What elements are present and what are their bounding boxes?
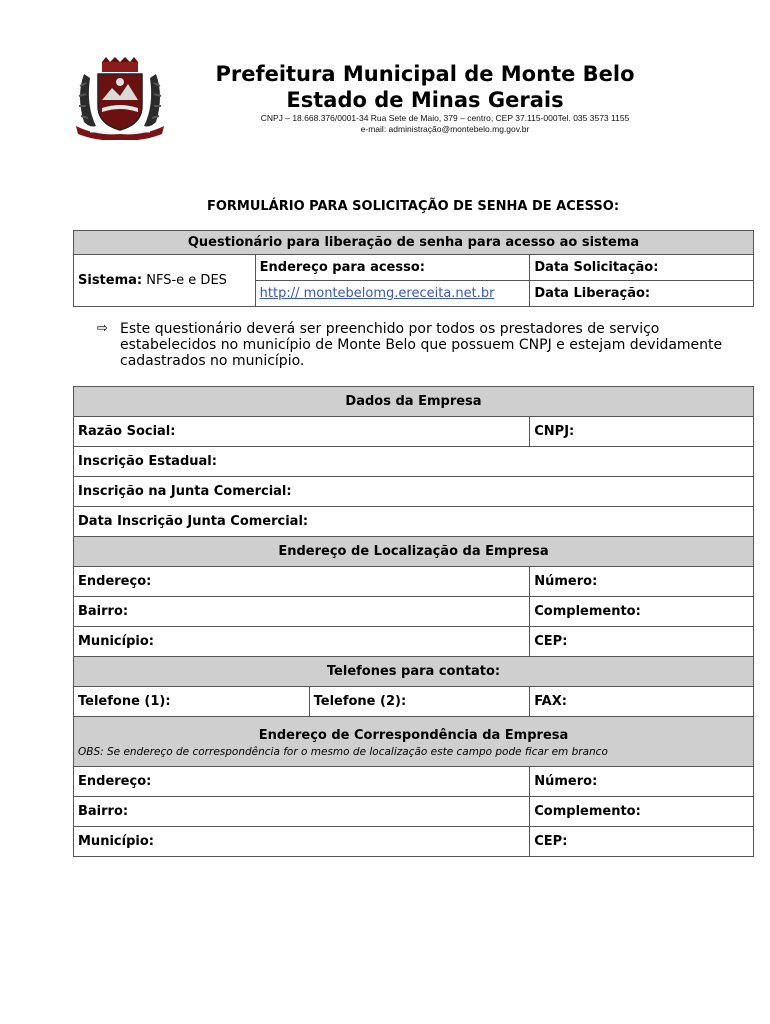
correspondence-heading: Endereço de Correspondência da Empresa [258,727,569,743]
form-title: FORMULÁRIO PARA SOLICITAÇÃO DE SENHA DE ACESSO: [206,199,620,214]
correspondence-municipio-field[interactable]: Município: [74,827,530,857]
header-cnpj-address: CNPJ – 18.668.376/0001-34 Rua Sete de Maio, 379 – centro, CEP 37.115-000Tel. 035 3573 1155 [260,113,630,123]
release-date-label: Data Liberação: [530,281,754,307]
location-bairro-field[interactable]: Bairro: [74,597,530,627]
system-cell [74,255,256,307]
location-cep-field[interactable]: CEP: [530,627,754,657]
access-link[interactable]: http:// montebelomg.ereceita.net.br [259,286,495,301]
header-email: e-mail: administração@montebelo.mg.gov.br [360,124,530,134]
correspondence-obs: OBS: Se endereço de correspondência for o mesmo de localização este campo pode ficar em branco [78,745,608,758]
location-numero-field[interactable]: Número: [530,567,754,597]
correspondence-heading-cell [74,717,754,767]
fax-field[interactable]: FAX: [530,687,754,717]
request-date-label: Data Solicitação: [530,255,754,281]
access-address-label: Endereço para acesso: [255,255,530,281]
company-data-table [73,386,754,857]
correspondence-bairro-field[interactable]: Bairro: [74,797,530,827]
inscricao-estadual-field[interactable]: Inscrição Estadual: [74,447,754,477]
correspondence-complemento-field[interactable]: Complemento: [530,797,754,827]
questionnaire-heading: Questionário para liberação de senha para acesso ao sistema [74,231,754,255]
correspondence-endereco-field[interactable]: Endereço: [74,767,530,797]
cnpj-field[interactable]: CNPJ: [530,417,754,447]
correspondence-cep-field[interactable]: CEP: [530,827,754,857]
location-endereco-field[interactable]: Endereço: [74,567,530,597]
questionnaire-table [73,230,754,307]
system-label: Sistema: [78,273,143,288]
location-complemento-field[interactable]: Complemento: [530,597,754,627]
correspondence-numero-field[interactable]: Número: [530,767,754,797]
outline-arrow-right-icon: ⇨ [97,321,108,336]
company-heading: Dados da Empresa [74,387,754,417]
location-municipio-field[interactable]: Município: [74,627,530,657]
phone2-field[interactable]: Telefone (2): [309,687,530,717]
instruction-note [97,321,747,369]
municipal-coat-of-arms-icon [72,56,168,140]
system-value: NFS-e e DES [146,273,227,288]
instruction-text: Este questionário deverá ser preenchido por todos os prestadores de serviço estabelecidos no município de Monte Belo que possuem CNPJ e estejam devidamente cadastrados no município. [120,321,723,369]
phones-heading: Telefones para contato: [74,657,754,687]
inscricao-junta-field[interactable]: Inscrição na Junta Comercial: [74,477,754,507]
state-title: Estado de Minas Gerais [286,88,564,112]
razao-social-field[interactable]: Razão Social: [74,417,530,447]
location-heading: Endereço de Localização da Empresa [74,537,754,567]
access-link-cell [255,281,530,307]
phone1-field[interactable]: Telefone (1): [74,687,310,717]
municipality-title: Prefeitura Municipal de Monte Belo [215,62,635,86]
data-inscricao-junta-field[interactable]: Data Inscrição Junta Comercial: [74,507,754,537]
